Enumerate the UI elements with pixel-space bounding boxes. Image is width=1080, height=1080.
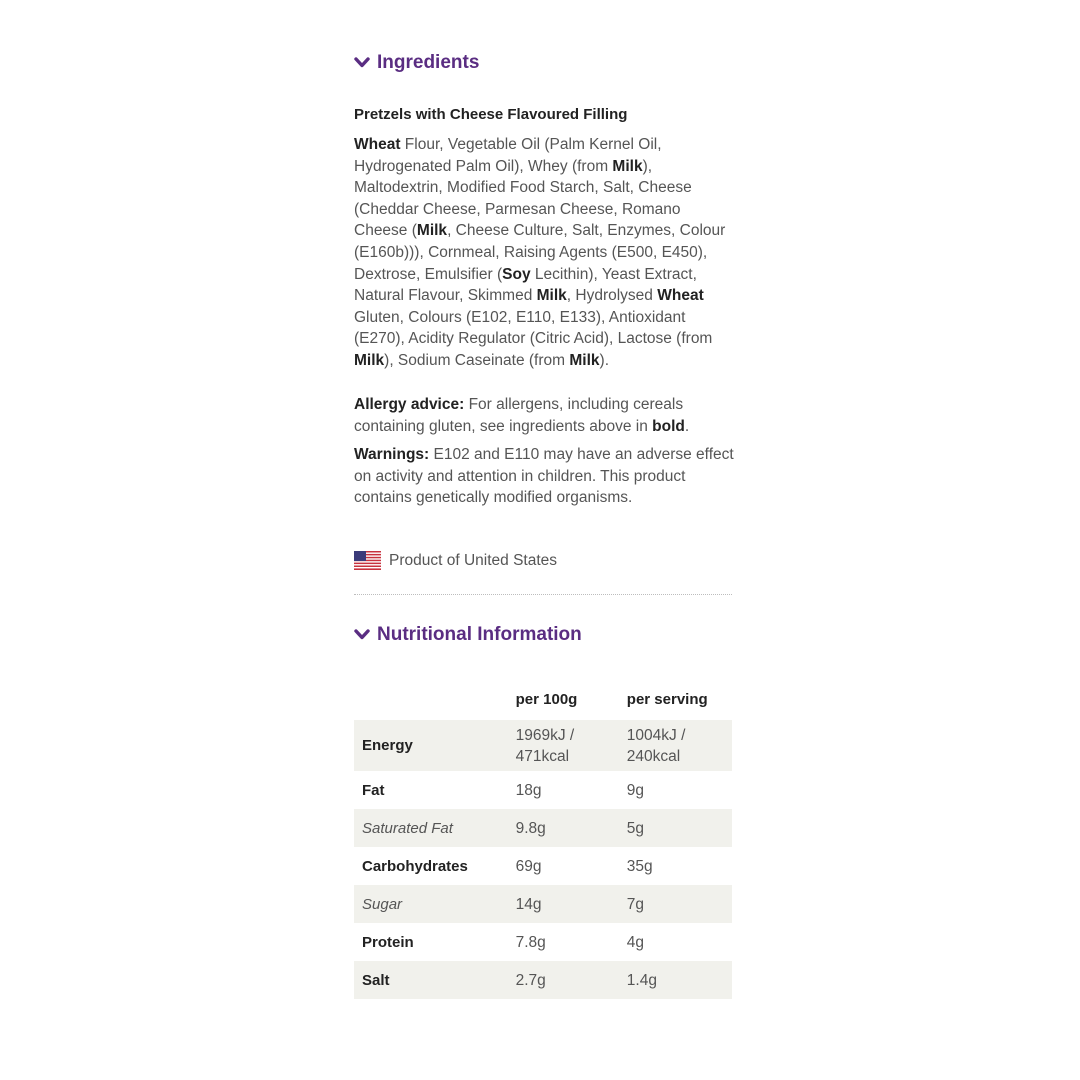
nutrient-name: Protein [362, 933, 414, 951]
ingredients-list: Wheat Flour, Vegetable Oil (Palm Kernel Oil, Hydrogenated Palm Oil), Whey (from Milk), Maltodextrin, Modified Food Starch, Salt, Cheese (Cheddar Cheese, Parmesan Cheese, Romano Cheese (Milk, Cheese Culture, Salt, Enzymes, Colour (E160b))), Cornmeal, Raising Agents (E500, E450), Dextrose, Emulsifier (Soy Lecithin), Yeast Extract, Natural Flavour, Skimmed Milk, Hydrolysed Wheat Gluten, Colours (E102, E110, E133), Antioxidant (E270), Acidity Regulator (Citric Acid), Lactose (from Milk), Sodium Caseinate (from Milk). [354, 136, 726, 369]
allergen-word: Milk [612, 157, 643, 175]
warnings-label: Warnings: [354, 446, 430, 463]
nutrition-row [354, 885, 732, 923]
nutrient-name: Saturated Fat [362, 819, 453, 837]
nutrient-name: Fat [362, 781, 385, 799]
nutrition-table-header [354, 678, 732, 720]
allergen-word: Milk [569, 351, 600, 369]
allergy-advice [354, 394, 734, 437]
value-per-serving: 4g [626, 933, 645, 951]
nutrition-row [354, 720, 732, 771]
column-header-per-serving: per serving [626, 690, 708, 708]
value-per-100g: 69g [515, 857, 542, 875]
nutrition-row [354, 771, 732, 809]
nutrition-title: Nutritional Information [377, 624, 582, 645]
value-per-100g: 18g [515, 781, 542, 799]
allergy-advice-end: . [684, 417, 690, 435]
nutrition-row [354, 809, 732, 847]
nutrition-header[interactable] [354, 624, 582, 646]
nutrition-row [354, 847, 732, 885]
origin-text: Product of United States [389, 551, 558, 569]
allergen-word: Wheat [354, 136, 401, 153]
allergy-advice-text: For allergens, including cereals containing gluten, see ingredients above in [354, 396, 684, 435]
value-per-100g: 2.7g [515, 971, 546, 989]
ingredients-title: Ingredients [377, 52, 480, 73]
nutrient-name: Salt [362, 971, 390, 989]
allergen-word: Milk [354, 351, 385, 369]
chevron-down-icon [354, 56, 370, 70]
value-per-serving: 5g [626, 819, 645, 837]
value-per-serving: 9g [626, 781, 645, 799]
value-per-100g: 9.8g [515, 819, 546, 837]
nutrient-name: Carbohydrates [362, 857, 468, 875]
warnings-text: E102 and E110 may have an adverse effect on activity and attention in children. This product contains genetically modified organisms. [354, 446, 734, 507]
us-flag-icon [354, 551, 381, 570]
allergen-word: Milk [416, 222, 448, 240]
warnings [354, 444, 734, 509]
ingredients-header[interactable] [354, 52, 479, 74]
value-per-100g: 7.8g [515, 933, 546, 951]
nutrition-row [354, 923, 732, 961]
value-per-serving: 7g [626, 895, 645, 913]
value-per-serving: 35g [626, 857, 653, 875]
nutrient-name: Energy [362, 737, 413, 754]
product-name: Pretzels with Cheese Flavoured Filling [354, 106, 628, 123]
value-per-serving: 1004kJ / 240kcal [626, 726, 686, 765]
value-per-100g: 1969kJ / 471kcal [515, 726, 575, 765]
allergen-word: Milk [536, 287, 567, 305]
chevron-down-icon [354, 628, 370, 642]
nutrient-name: Sugar [362, 895, 403, 913]
allergy-advice-label: Allergy advice: [354, 396, 465, 413]
nutrition-row [354, 961, 732, 999]
allergen-word: Wheat [657, 287, 704, 305]
allergen-word: Soy [502, 265, 531, 283]
allergy-advice-bold-word: bold [652, 417, 685, 435]
section-divider [354, 594, 732, 595]
value-per-serving: 1.4g [626, 971, 657, 989]
value-per-100g: 14g [515, 895, 542, 913]
column-header-per-100g: per 100g [515, 690, 578, 708]
nutrition-table [354, 678, 732, 999]
country-of-origin [354, 551, 557, 570]
column-header-nutrient [354, 678, 508, 720]
